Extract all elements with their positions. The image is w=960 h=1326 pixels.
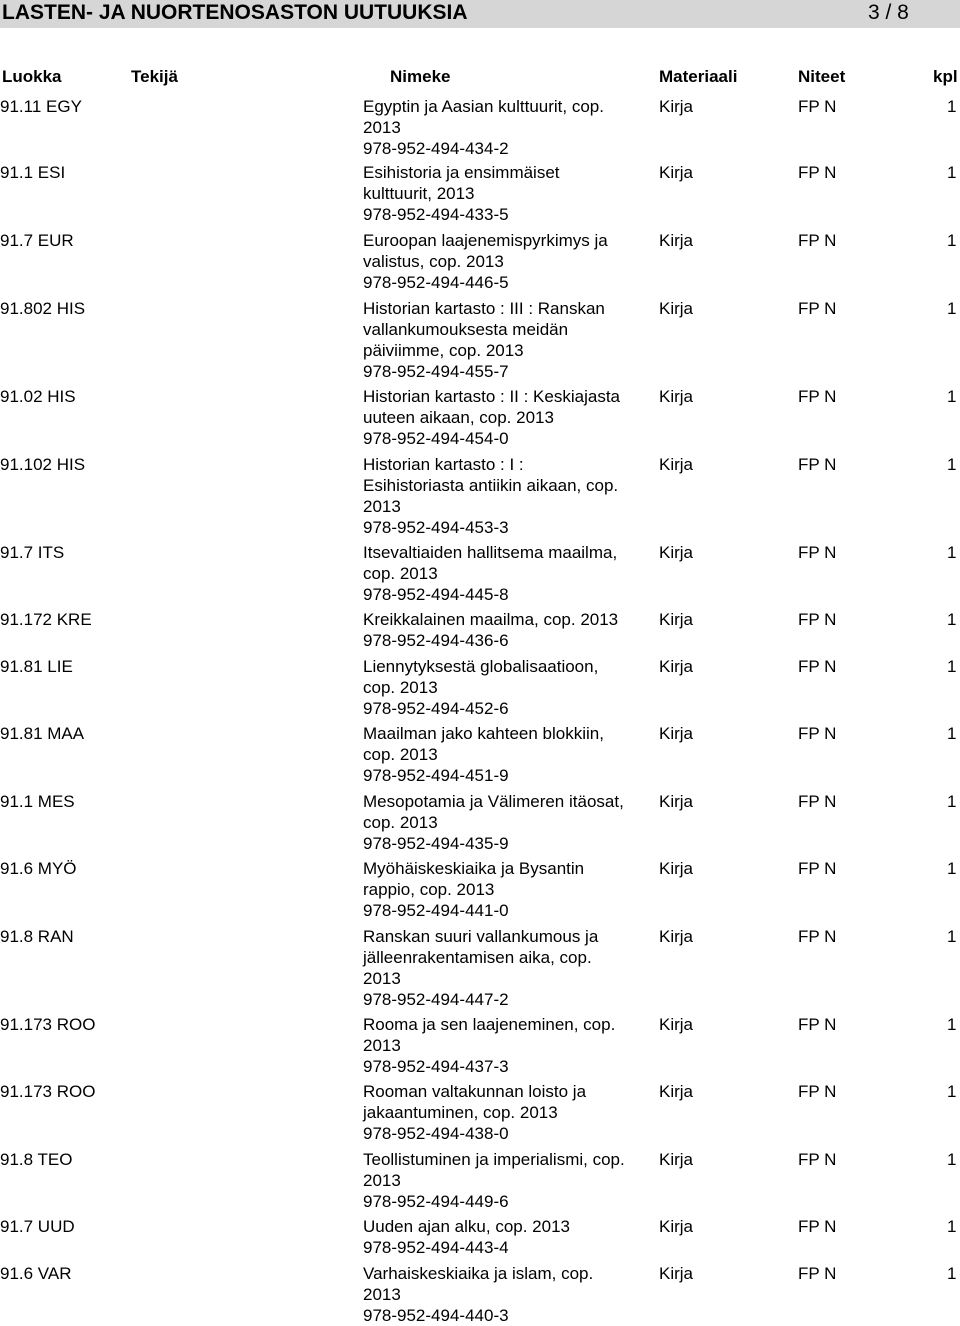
row-luokka: 91.802 HIS — [0, 299, 86, 318]
row-kpl: 1 — [947, 1150, 957, 1169]
row-kpl: 1 — [947, 231, 957, 250]
row-nimeke-line: 978-952-494-436-6 — [363, 631, 509, 650]
row-nimeke-line: Itsevaltiaiden hallitsema maailma, — [363, 543, 618, 562]
row-materiaali: Kirja — [659, 927, 694, 946]
row-nimeke-line: 978-952-494-433-5 — [363, 205, 509, 224]
row-nimeke — [363, 230, 653, 293]
row-luokka: 91.1 ESI — [0, 163, 66, 182]
row-materiaali: Kirja — [659, 387, 694, 406]
row-nimeke — [363, 1216, 653, 1258]
row-materiaali: Kirja — [659, 97, 694, 116]
row-niteet: FP N — [798, 1217, 837, 1236]
row-luokka: 91.81 LIE — [0, 657, 73, 676]
row-luokka: 91.7 ITS — [0, 543, 65, 562]
row-nimeke-line: cop. 2013 — [363, 745, 438, 764]
row-niteet: FP N — [798, 610, 837, 629]
row-kpl: 1 — [947, 1264, 957, 1283]
row-nimeke — [363, 656, 653, 719]
row-nimeke-line: kulttuurit, 2013 — [363, 184, 475, 203]
row-kpl: 1 — [947, 387, 957, 406]
row-nimeke-line: 978-952-494-454-0 — [363, 429, 509, 448]
row-nimeke-line: Esihistoria ja ensimmäiset — [363, 163, 560, 182]
row-kpl: 1 — [947, 543, 957, 562]
row-materiaali: Kirja — [659, 610, 694, 629]
row-luokka: 91.6 MYÖ — [0, 859, 77, 878]
row-nimeke-line: 978-952-494-435-9 — [363, 834, 509, 853]
row-nimeke-line: 978-952-494-441-0 — [363, 901, 509, 920]
row-nimeke-line: Varhaiskeskiaika ja islam, cop. — [363, 1264, 594, 1283]
row-nimeke-line: Liennytyksestä globalisaatioon, — [363, 657, 599, 676]
row-luokka: 91.173 ROO — [0, 1082, 96, 1101]
row-materiaali: Kirja — [659, 1150, 694, 1169]
row-nimeke-line: 978-952-494-445-8 — [363, 585, 509, 604]
row-nimeke-line: 978-952-494-452-6 — [363, 699, 509, 718]
row-niteet: FP N — [798, 657, 837, 676]
row-niteet: FP N — [798, 543, 837, 562]
row-nimeke-line: Maailman jako kahteen blokkiin, — [363, 724, 604, 743]
row-nimeke-line: 2013 — [363, 969, 401, 988]
row-niteet: FP N — [798, 231, 837, 250]
row-kpl: 1 — [947, 657, 957, 676]
row-nimeke — [363, 298, 653, 382]
row-nimeke — [363, 1081, 653, 1144]
row-kpl: 1 — [947, 299, 957, 318]
row-nimeke — [363, 386, 653, 449]
row-nimeke-line: 978-952-494-446-5 — [363, 273, 509, 292]
column-header-nimeke: Nimeke — [390, 67, 451, 86]
row-luokka: 91.8 RAN — [0, 927, 74, 946]
row-materiaali: Kirja — [659, 163, 694, 182]
row-materiaali: Kirja — [659, 1217, 694, 1236]
row-nimeke-line: jakaantuminen, cop. 2013 — [363, 1103, 558, 1122]
row-nimeke-line: 978-952-494-449-6 — [363, 1192, 509, 1211]
row-nimeke — [363, 1263, 653, 1326]
row-nimeke-line: päiviimme, cop. 2013 — [363, 341, 524, 360]
row-niteet: FP N — [798, 724, 837, 743]
row-nimeke — [363, 454, 653, 538]
row-niteet: FP N — [798, 1015, 837, 1034]
row-nimeke-line: uuteen aikaan, cop. 2013 — [363, 408, 554, 427]
row-materiaali: Kirja — [659, 859, 694, 878]
row-nimeke-line: 978-952-494-434-2 — [363, 139, 509, 158]
row-niteet: FP N — [798, 455, 837, 474]
row-kpl: 1 — [947, 1217, 957, 1236]
row-nimeke — [363, 723, 653, 786]
row-nimeke-line: 2013 — [363, 118, 401, 137]
row-luokka: 91.7 EUR — [0, 231, 74, 250]
row-kpl: 1 — [947, 97, 957, 116]
row-materiaali: Kirja — [659, 724, 694, 743]
row-nimeke-line: jälleenrakentamisen aika, cop. — [363, 948, 592, 967]
page-number: 3 / 8 — [868, 1, 909, 24]
row-materiaali: Kirja — [659, 543, 694, 562]
row-luokka: 91.7 UUD — [0, 1217, 75, 1236]
row-luokka: 91.172 KRE — [0, 610, 92, 629]
row-nimeke-line: 978-952-494-447-2 — [363, 990, 509, 1009]
row-nimeke-line: cop. 2013 — [363, 564, 438, 583]
row-nimeke — [363, 542, 653, 605]
row-nimeke-line: Egyptin ja Aasian kulttuurit, cop. — [363, 97, 604, 116]
row-materiaali: Kirja — [659, 1082, 694, 1101]
row-nimeke-line: Esihistoriasta antiikin aikaan, cop. — [363, 476, 619, 495]
row-luokka: 91.1 MES — [0, 792, 75, 811]
row-nimeke — [363, 1014, 653, 1077]
row-nimeke-line: cop. 2013 — [363, 678, 438, 697]
row-nimeke-line: 978-952-494-455-7 — [363, 362, 509, 381]
row-nimeke — [363, 1149, 653, 1212]
row-niteet: FP N — [798, 859, 837, 878]
row-nimeke-line: cop. 2013 — [363, 813, 438, 832]
row-nimeke-line: Rooman valtakunnan loisto ja — [363, 1082, 587, 1101]
row-nimeke-line: Historian kartasto : I : — [363, 455, 524, 474]
row-nimeke-line: 978-952-494-437-3 — [363, 1057, 509, 1076]
row-nimeke-line: Historian kartasto : II : Keskiajasta — [363, 387, 620, 406]
row-nimeke-line: 978-952-494-438-0 — [363, 1124, 509, 1143]
row-nimeke — [363, 858, 653, 921]
row-kpl: 1 — [947, 859, 957, 878]
row-luokka: 91.11 EGY — [0, 97, 82, 116]
row-nimeke-line: 2013 — [363, 1285, 401, 1304]
row-materiaali: Kirja — [659, 299, 694, 318]
row-kpl: 1 — [947, 724, 957, 743]
row-kpl: 1 — [947, 1082, 957, 1101]
row-nimeke-line: 978-952-494-453-3 — [363, 518, 509, 537]
row-nimeke-line: Rooma ja sen laajeneminen, cop. — [363, 1015, 616, 1034]
row-luokka: 91.8 TEO — [0, 1150, 73, 1169]
row-niteet: FP N — [798, 792, 837, 811]
row-nimeke — [363, 609, 653, 651]
column-header-niteet: Niteet — [798, 67, 846, 86]
row-kpl: 1 — [947, 927, 957, 946]
row-kpl: 1 — [947, 1015, 957, 1034]
row-nimeke-line: 2013 — [363, 497, 401, 516]
row-nimeke-line: 978-952-494-451-9 — [363, 766, 509, 785]
column-header-kpl: kpl — [933, 67, 958, 86]
row-materiaali: Kirja — [659, 455, 694, 474]
row-nimeke-line: 2013 — [363, 1171, 401, 1190]
row-nimeke — [363, 96, 653, 159]
row-niteet: FP N — [798, 1150, 837, 1169]
row-luokka: 91.02 HIS — [0, 387, 76, 406]
row-nimeke-line: Uuden ajan alku, cop. 2013 — [363, 1217, 570, 1236]
row-niteet: FP N — [798, 163, 837, 182]
row-luokka: 91.6 VAR — [0, 1264, 72, 1283]
row-materiaali: Kirja — [659, 1264, 694, 1283]
row-nimeke-line: Historian kartasto : III : Ranskan — [363, 299, 605, 318]
row-kpl: 1 — [947, 792, 957, 811]
row-nimeke-line: rappio, cop. 2013 — [363, 880, 495, 899]
row-kpl: 1 — [947, 610, 957, 629]
row-nimeke-line: Teollistuminen ja imperialismi, cop. — [363, 1150, 625, 1169]
document-title: LASTEN- JA NUORTENOSASTON UUTUUKSIA — [2, 1, 468, 24]
row-nimeke — [363, 926, 653, 1010]
row-niteet: FP N — [798, 299, 837, 318]
row-luokka: 91.81 MAA — [0, 724, 85, 743]
row-nimeke — [363, 791, 653, 854]
row-niteet: FP N — [798, 387, 837, 406]
row-nimeke-line: 978-952-494-440-3 — [363, 1306, 509, 1325]
row-niteet: FP N — [798, 1082, 837, 1101]
row-kpl: 1 — [947, 163, 957, 182]
row-nimeke-line: Myöhäiskeskiaika ja Bysantin — [363, 859, 585, 878]
row-materiaali: Kirja — [659, 1015, 694, 1034]
column-header-materiaali: Materiaali — [659, 67, 738, 86]
row-luokka: 91.102 HIS — [0, 455, 86, 474]
row-nimeke-line: 2013 — [363, 1036, 401, 1055]
row-niteet: FP N — [798, 97, 837, 116]
row-nimeke-line: valistus, cop. 2013 — [363, 252, 504, 271]
row-kpl: 1 — [947, 455, 957, 474]
row-nimeke-line: vallankumouksesta meidän — [363, 320, 569, 339]
row-nimeke — [363, 162, 653, 225]
row-materiaali: Kirja — [659, 231, 694, 250]
row-nimeke-line: Mesopotamia ja Välimeren itäosat, — [363, 792, 624, 811]
row-niteet: FP N — [798, 927, 837, 946]
row-nimeke-line: Euroopan laajenemispyrkimys ja — [363, 231, 608, 250]
row-materiaali: Kirja — [659, 792, 694, 811]
row-nimeke-line: Kreikkalainen maailma, cop. 2013 — [363, 610, 619, 629]
row-materiaali: Kirja — [659, 657, 694, 676]
column-header-luokka: Luokka — [2, 67, 62, 86]
row-niteet: FP N — [798, 1264, 837, 1283]
row-luokka: 91.173 ROO — [0, 1015, 96, 1034]
column-header-tekija: Tekijä — [131, 67, 178, 86]
row-nimeke-line: Ranskan suuri vallankumous ja — [363, 927, 599, 946]
row-nimeke-line: 978-952-494-443-4 — [363, 1238, 509, 1257]
